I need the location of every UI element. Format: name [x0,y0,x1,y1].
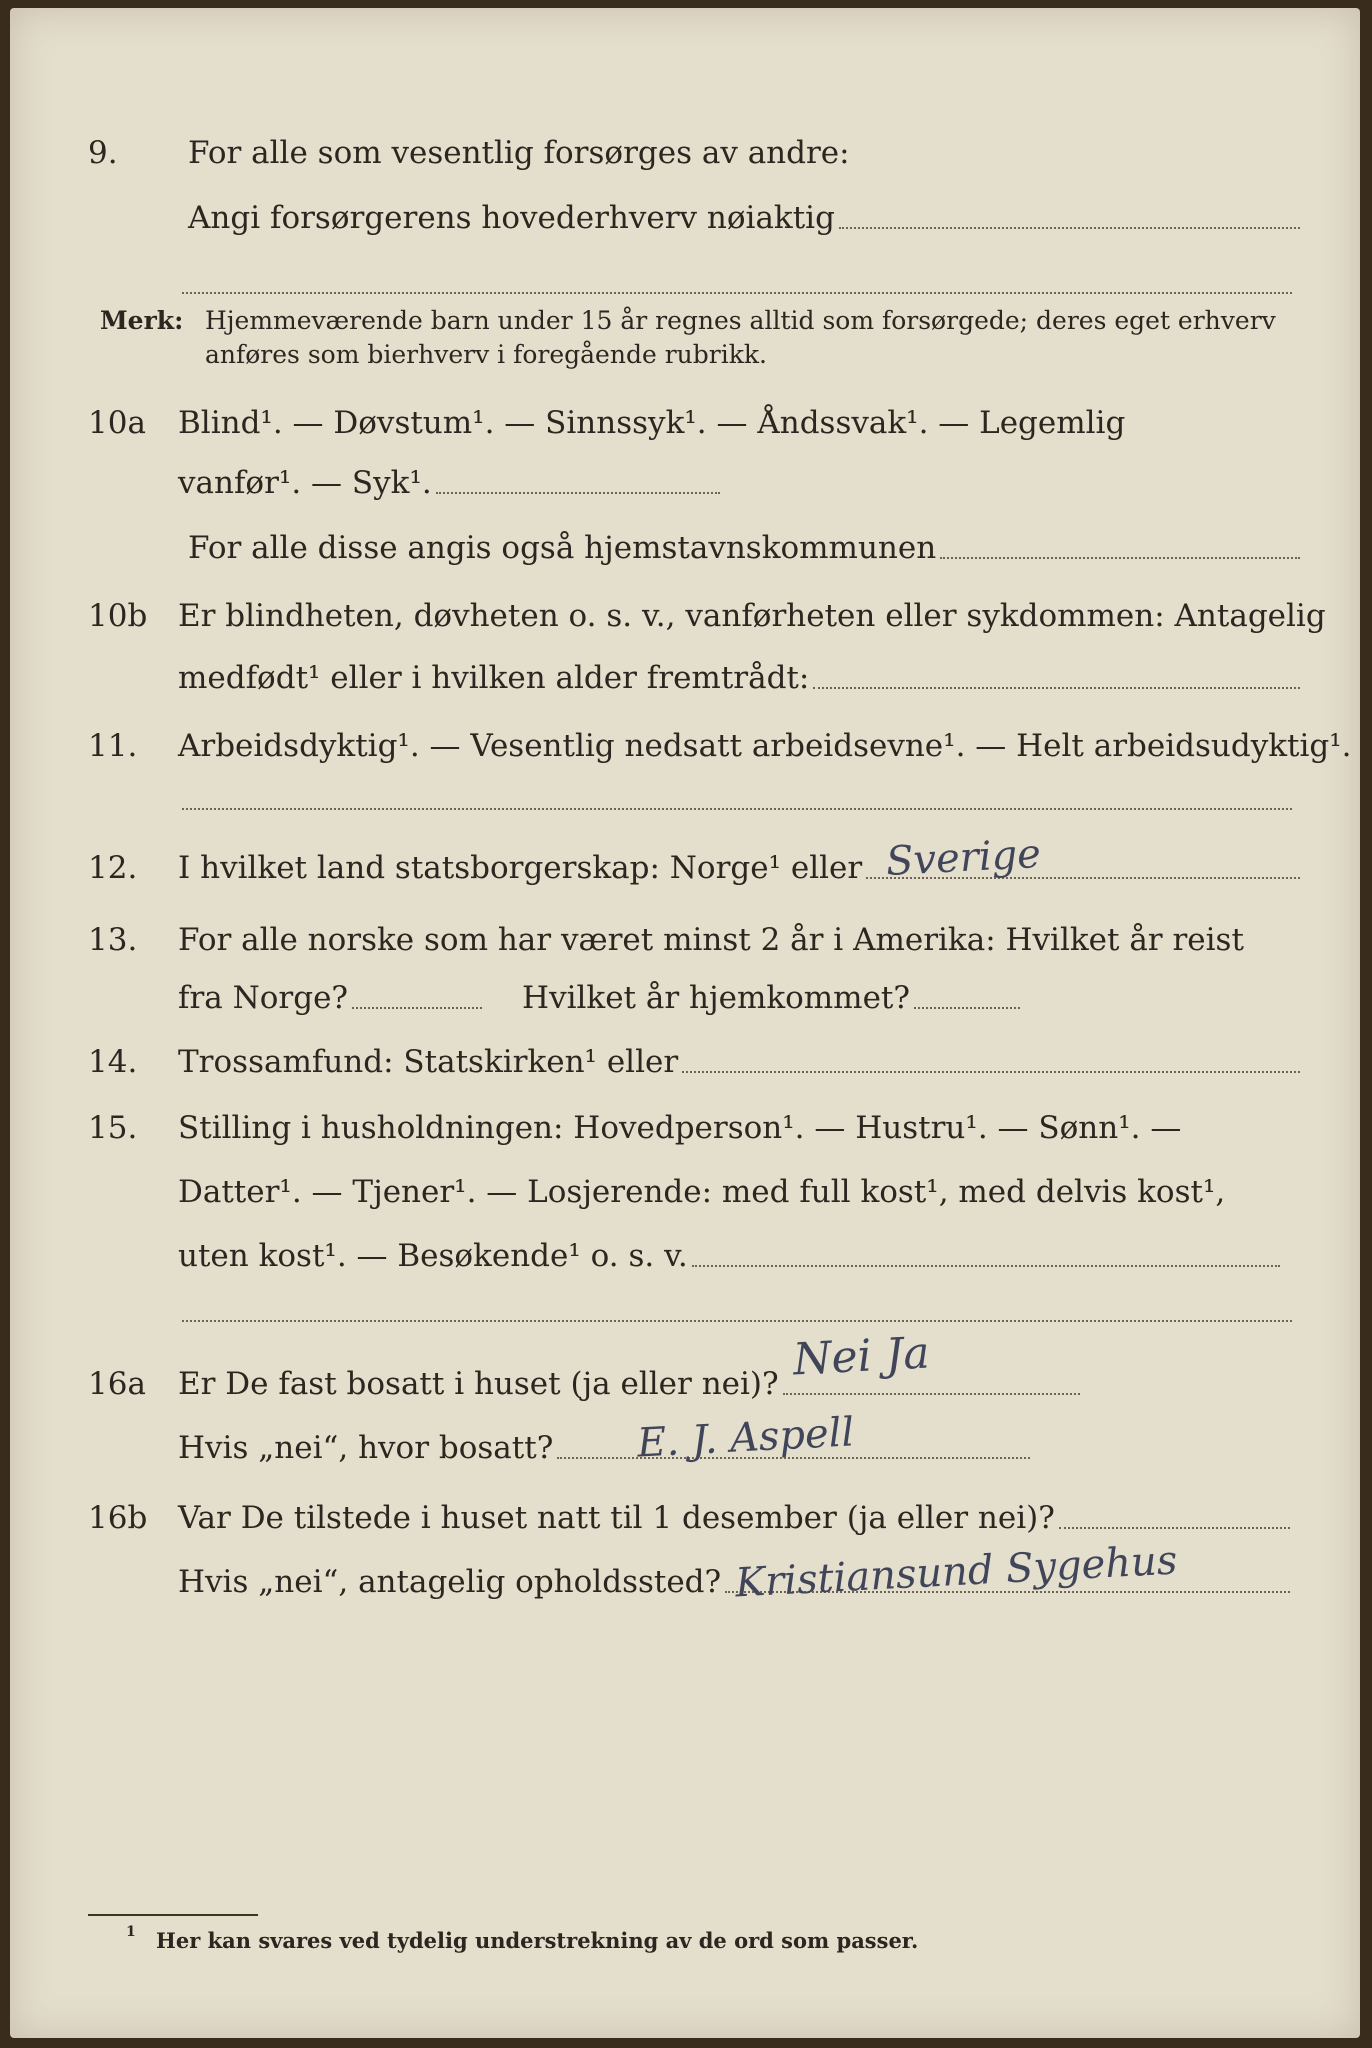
q9-line1: For alle som vesentlig forsørges av andre: [188,135,850,171]
q10a-line3: For alle disse angis også hjemstavnskommunen [188,530,937,566]
q9-answer-field-2[interactable] [182,290,1292,294]
q16a-answer-field[interactable] [783,1327,1080,1395]
q10a-syk-field[interactable] [436,490,720,494]
q13-number: 13. [88,922,138,958]
q15-row [10,1098,1360,1158]
q15-line3: uten kost¹. — Besøkende¹ o. s. v. [178,1238,688,1274]
q10b-row-2 [10,648,1360,708]
q14-number: 14. [88,1044,138,1080]
q16a-line2: Hvis „nei“, hvor bosatt? [178,1430,554,1466]
footnote-rule [88,1914,258,1916]
q13-hjemkommet-field[interactable] [914,1005,1020,1009]
q9-answer-field[interactable] [839,225,1300,229]
footnote-mark: 1 [126,1924,136,1940]
q13-line2a: fra Norge? [178,980,349,1016]
footnote-text: Her kan svares ved tydelig understrekning av de ord som passer. [156,1928,919,1953]
census-form-page [10,8,1360,2038]
q15-answer-field-2[interactable] [182,1318,1292,1322]
q16b-row-2 [10,1537,1360,1612]
q16b-answer-field[interactable] [1059,1525,1290,1529]
q12-answer-field[interactable] [866,830,1300,886]
q16a-row [10,1327,1360,1414]
q12-row [10,830,1360,898]
q9-number: 9. [88,135,118,171]
footnote [126,1924,919,1953]
q16a-line1: Er De fast bosatt i huset (ja eller nei)? [178,1366,779,1402]
q16a-bosatt-field[interactable] [557,1409,1030,1467]
q16b-number: 16b [88,1500,148,1536]
q15-line2: Datter¹. — Tjener¹. — Losjerende: med full kost¹, med delvis kost¹, [178,1174,1226,1210]
q10a-row-2 [10,453,1360,513]
q14-answer-field[interactable] [682,1069,1300,1073]
merk-note [100,304,1330,372]
q10b-line1: Er blindheten, døvheten o. s. v., vanførheten eller sykdommen: Antagelig [178,598,1326,634]
q16a-number: 16a [88,1366,146,1402]
q10b-row [10,586,1360,646]
q13-row-2 [10,968,1360,1028]
q11-row [10,716,1360,776]
q10a-row [10,393,1360,453]
q10a-row-3 [10,518,1360,578]
q9-row-2 [10,188,1360,248]
q15-number: 15. [88,1110,138,1146]
q15-answer-field[interactable] [692,1263,1280,1267]
q14-text: Trossamfund: Statskirken¹ eller [178,1044,679,1080]
q12-text: I hvilket land statsborgerskap: Norge¹ eller [178,850,863,886]
q15-row-3 [10,1226,1360,1286]
q16b-line2: Hvis „nei“, antagelig opholdssted? [178,1564,722,1600]
q9-line2: Angi forsørgerens hovederhverv nøiaktig [188,200,835,236]
q10a-line1: Blind¹. — Døvstum¹. — Sinnssyk¹. — Åndssvak¹. — Legemlig [178,405,1126,441]
q12-handwritten-answer: Sverige [885,830,1043,886]
q9-row [10,123,1360,183]
q13-line1: For alle norske som har været minst 2 år i Amerika: Hvilket år reist [178,922,1244,958]
q15-row-2 [10,1162,1360,1222]
q12-number: 12. [88,850,138,886]
q10a-line2: vanfør¹. — Syk¹. [178,465,432,501]
q10b-answer-field[interactable] [813,685,1300,689]
q16b-line1: Var De tilstede i huset natt til 1 desember (ja eller nei)? [178,1500,1055,1536]
q10a-number: 10a [88,405,146,441]
q13-row [10,910,1360,970]
q10b-line2: medfødt¹ eller i hvilken alder fremtrådt: [178,660,810,696]
q11-text[interactable]: Arbeidsdyktig¹. — Vesentlig nedsatt arbeidsevne¹. — Helt arbeidsudyktig¹. [178,728,1352,764]
q14-row [10,1032,1360,1092]
q11-answer-field[interactable] [182,806,1292,810]
q16a-row-2 [10,1409,1360,1478]
q10a-hjemstavn-field[interactable] [940,555,1300,559]
q16b-handwritten-answer: Kristiansund Sygehus [734,1537,1179,1607]
merk-label: Merk: [100,306,184,335]
q13-reist-field[interactable] [352,1005,482,1009]
q11-number: 11. [88,728,138,764]
q16b-opholdssted-field[interactable] [725,1537,1290,1607]
q13-line2b: Hvilket år hjemkommet? [522,980,911,1016]
q15-line1: Stilling i husholdningen: Hovedperson¹. — Hustru¹. — Sønn¹. — [178,1110,1182,1146]
q10b-number: 10b [88,598,148,634]
merk-text: Hjemmeværende barn under 15 år regnes alltid som forsørgede; deres eget erhverv anføres som bierhverv i foregående rubrikk. [205,306,1276,369]
q16a-handwritten-bosatt: E. J. Aspell [636,1409,856,1467]
q16a-handwritten-answer: Nei Ja [791,1327,931,1386]
